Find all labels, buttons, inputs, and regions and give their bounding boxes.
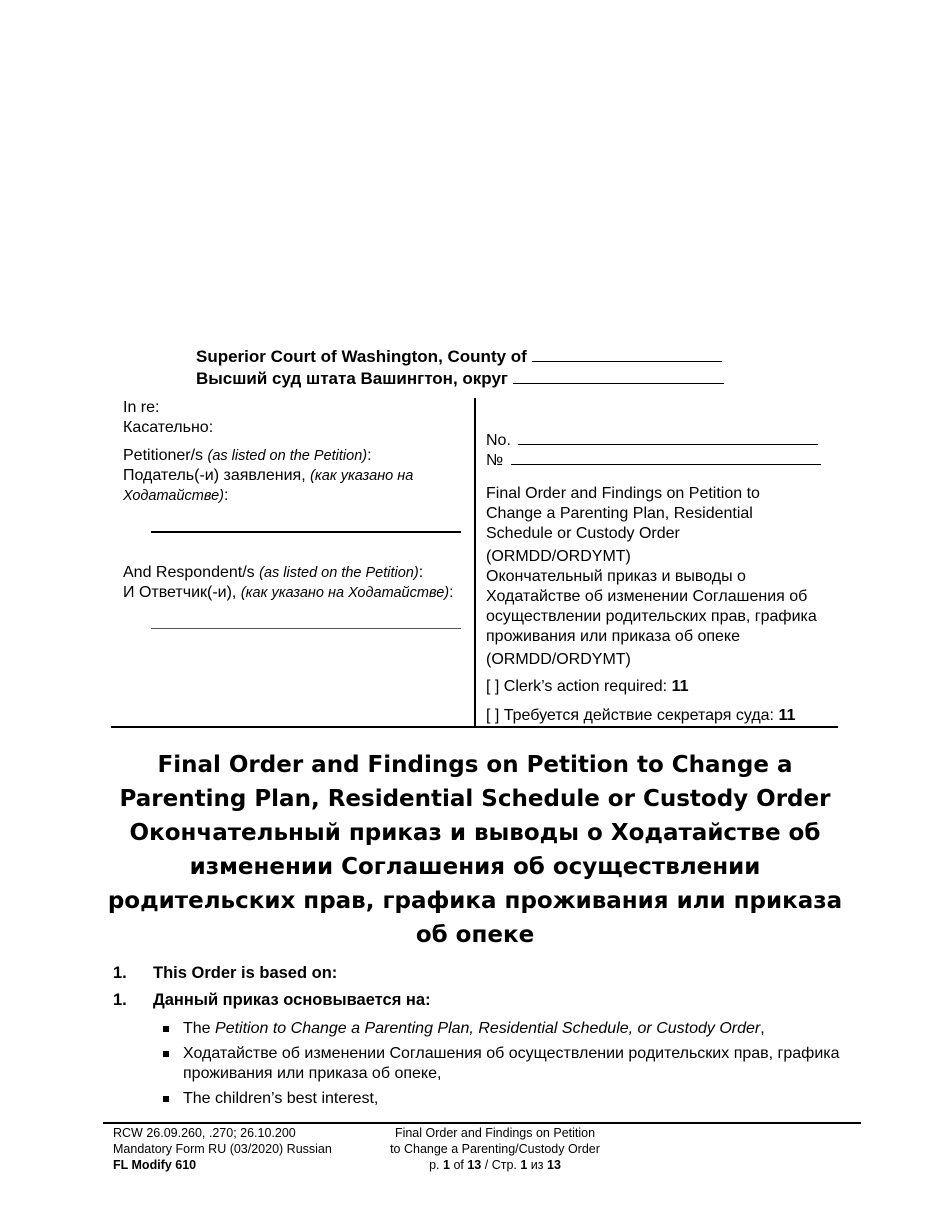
court-heading-en: Superior Court of Washington, County of <box>196 345 722 368</box>
case-number-field-ru[interactable] <box>511 448 821 465</box>
footer-title-2: to Change a Parenting/Custody Order <box>390 1142 600 1156</box>
form-code-2: (ORMDD/ORDYMT) <box>486 651 631 668</box>
petitioner-name-field[interactable] <box>151 531 461 533</box>
petitioner-label-ru: Податель(-и) заявления, (как указано на Ходатайстве): <box>123 467 414 504</box>
footer-left <box>113 1125 332 1173</box>
document-title-en: Final Order and Findings on Petition to Change a Parenting Plan, Residential Schedule or Custody Order <box>486 485 760 542</box>
footer-title-1: Final Order and Findings on Petition <box>394 1126 596 1140</box>
footer-form-id: FL Modify 610 <box>113 1158 197 1172</box>
form-code-1: (ORMDD/ORDYMT) <box>486 548 631 565</box>
county-field-ru[interactable] <box>513 367 724 384</box>
bullet-square-icon <box>163 1026 169 1032</box>
caption-bottom-rule <box>111 726 838 728</box>
case-number-ru: № <box>486 448 821 471</box>
footer-rule <box>103 1122 861 1124</box>
bullet-square-icon <box>163 1096 169 1102</box>
document-title-ru: Окончательный приказ и выводы о Ходатайстве об изменении Соглашения об осуществлении родительских прав, графика проживания или приказа об опеке <box>486 568 817 645</box>
in-re-ru: Касательно: <box>123 419 214 436</box>
footer-center <box>360 1125 630 1173</box>
respondent-label-ru: И Ответчик(-и), (как указано на Ходатайстве): <box>123 584 454 601</box>
section-1-heading-en: This Order is based on: <box>153 964 338 982</box>
footer-form: Mandatory Form RU (03/2020) Russian <box>113 1142 332 1156</box>
section-1-number-en: 1. <box>113 964 127 982</box>
form-title-ru: Окончательный приказ и выводы о Ходатайстве об изменении Соглашения об осуществлении родительских прав, графика проживания или приказа об опеке <box>107 820 843 948</box>
case-number-en: No. <box>486 428 818 451</box>
case-number-field-en[interactable] <box>518 428 818 445</box>
clerk-action-ru[interactable]: [ ] Требуется действие секретаря суда: 11 <box>486 707 796 724</box>
court-heading-ru: Высший суд штата Вашингтон, округ <box>196 367 724 390</box>
footer-page-number: p. 1 of 13 / Стр. 1 из 13 <box>429 1158 561 1172</box>
form-title <box>100 748 850 952</box>
bullet-petition-ru: Ходатайстве об изменении Соглашения об осуществлении родительских прав, графика проживания или приказа об опеке, <box>163 1044 843 1084</box>
in-re-en: In re: <box>123 399 160 416</box>
footer-rcw: RCW 26.09.260, .270; 26.10.200 <box>113 1126 296 1140</box>
bullet-square-icon <box>163 1051 169 1057</box>
form-title-en: Final Order and Findings on Petition to Change a Parenting Plan, Residential Schedule or Custody Order <box>119 752 831 812</box>
section-1-number-ru: 1. <box>113 991 127 1009</box>
section-1-heading-ru: Данный приказ основывается на: <box>153 991 431 1009</box>
clerk-action-en[interactable]: [ ] Clerk’s action required: 11 <box>486 678 689 695</box>
respondent-name-field[interactable] <box>151 628 461 629</box>
petitioner-label-en: Petitioner/s (as listed on the Petition): <box>123 447 372 464</box>
bullet-petition-en: The Petition to Change a Parenting Plan, Residential Schedule, or Custody Order, <box>163 1019 843 1039</box>
county-field-en[interactable] <box>532 345 722 362</box>
caption-vertical-divider <box>474 398 476 728</box>
bullet-best-interest: The children’s best interest, <box>163 1089 843 1109</box>
respondent-label-en: And Respondent/s (as listed on the Petition): <box>123 564 424 581</box>
